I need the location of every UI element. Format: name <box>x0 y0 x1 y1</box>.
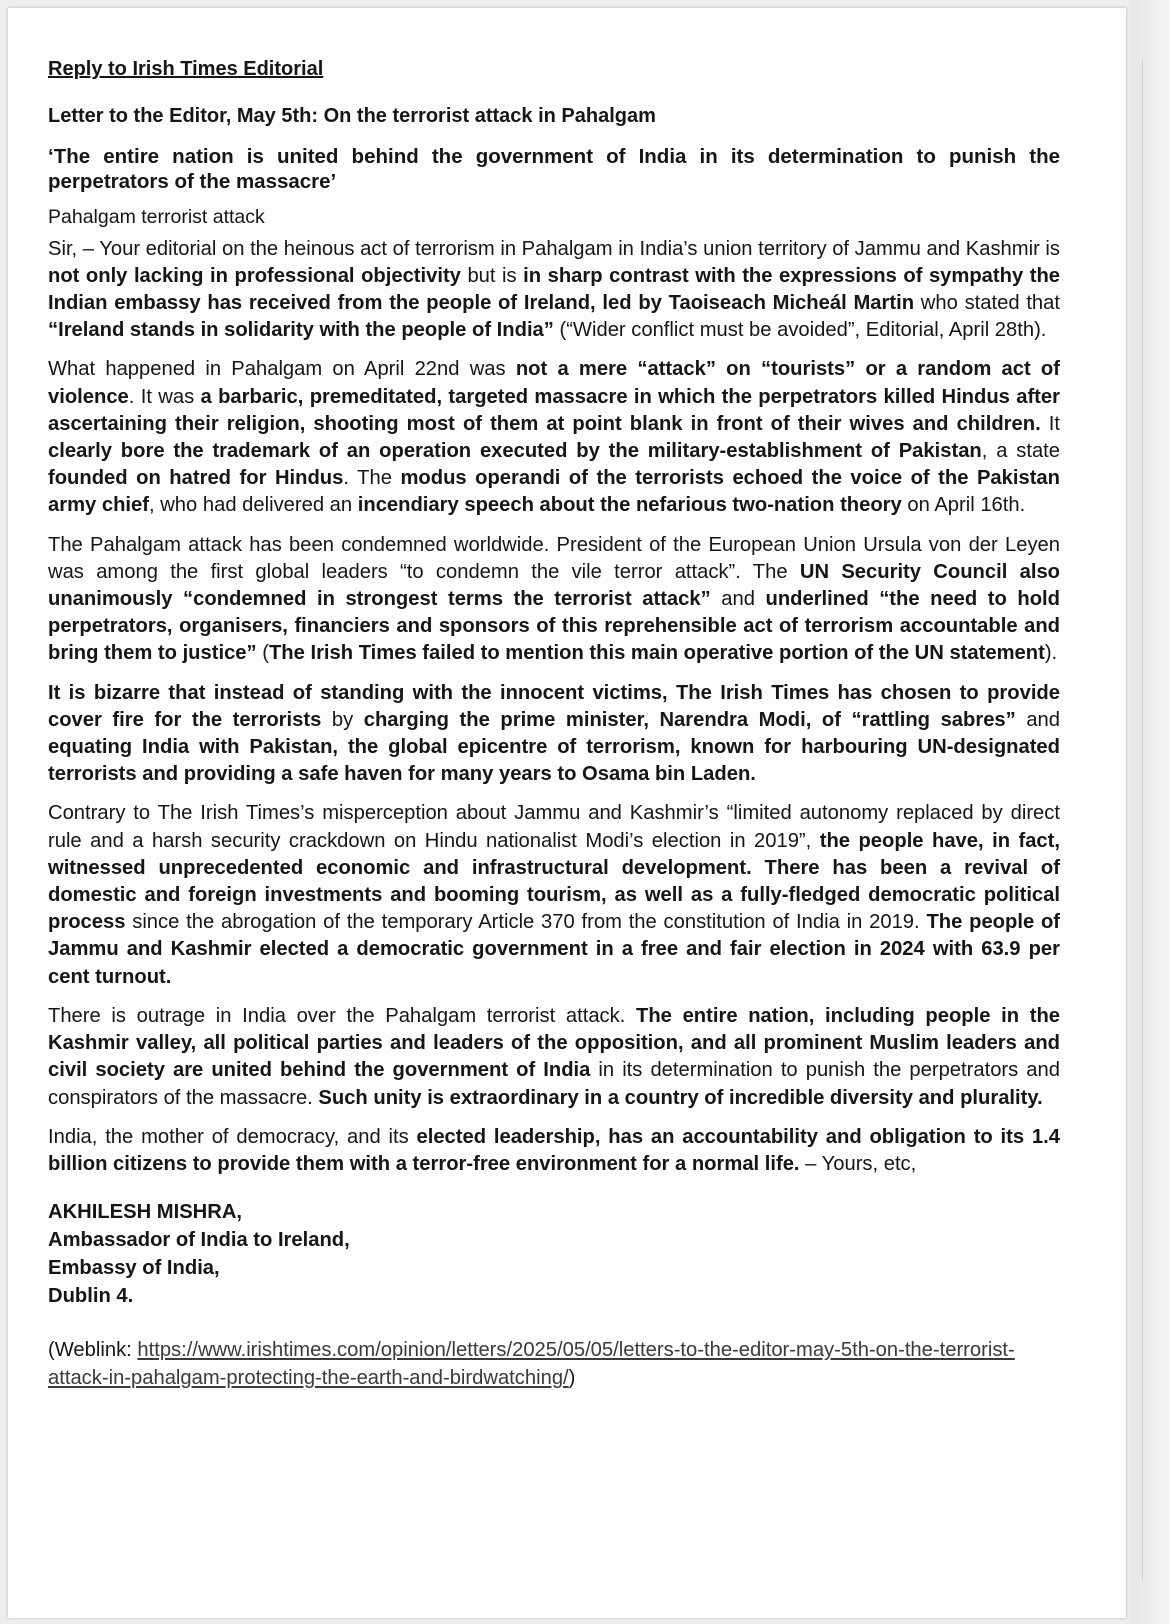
text-run: India, the mother of democracy, and its <box>48 1125 417 1148</box>
text-run: , who had delivered an <box>149 494 358 517</box>
text-run: . It was <box>128 385 201 408</box>
letter-standfirst: ‘The entire nation is united behind the government of India in its determination to punish the perpetrators of the massacre’ <box>48 145 1060 194</box>
paragraph-2 <box>48 356 1060 519</box>
bold-run: a barbaric, premeditated, targeted massacre in which the perpetrators killed Hindus after ascertaining their religion, shooting most of them at point blank in front of their wives and children. <box>48 385 1060 435</box>
text-run: in its determination to punish the perpetrators and conspirators of the massacre. <box>48 1059 1060 1109</box>
text-run: (“Wider conflict must be avoided”, Editorial, April 28th). <box>553 319 1047 342</box>
text-run: ( <box>256 642 269 665</box>
signature-block <box>48 1198 1060 1310</box>
text-run: – Yours, etc, <box>799 1152 917 1175</box>
letter-kicker: Reply to Irish Times Editorial <box>48 58 324 80</box>
bold-run: not only lacking in professional objectivity <box>48 264 461 287</box>
paragraph-4 <box>48 680 1060 789</box>
paragraph-1 <box>48 236 1060 345</box>
letter-headline: Letter to the Editor, May 5th: On the terrorist attack in Pahalgam <box>48 105 656 128</box>
text-run: Sir, – Your editorial on the heinous act of terrorism in Pahalgam in India’s union territory of Jammu and Kashmir is <box>48 237 1060 260</box>
signatory-name: AKHILESH MISHRA, <box>48 1201 243 1224</box>
signatory-city: Dublin 4. <box>48 1285 134 1308</box>
text-run: What happened in Pahalgam on April 22nd was <box>48 358 516 381</box>
paragraph-7 <box>48 1124 1060 1178</box>
bold-run: The Irish Times failed to mention this main operative portion of the UN statement <box>268 642 1045 665</box>
weblink-line <box>48 1336 1060 1392</box>
text-run: but is <box>460 264 524 287</box>
text-run: ). <box>1044 642 1058 665</box>
paragraph-3 <box>48 532 1060 668</box>
bold-run: incendiary speech about the nefarious two-nation theory <box>357 494 902 517</box>
weblink-url[interactable]: https://www.irishtimes.com/opinion/letters/2025/05/05/letters-to-the-editor-may-5th-on-the-terrorist-attack-in-pahalgam-protecting-the-earth-and-birdwatching/ <box>48 1339 1015 1390</box>
bold-run: “Ireland stands in solidarity with the people of India” <box>48 319 554 342</box>
text-run: There is outrage in India over the Pahalgam terrorist attack. <box>48 1004 637 1027</box>
text-run: and <box>1015 708 1060 731</box>
bold-run: Such unity is extraordinary in a country of incredible diversity and plurality. <box>318 1086 1043 1109</box>
signatory-organisation: Embassy of India, <box>48 1257 220 1280</box>
text-run: by <box>321 708 364 731</box>
text-run: . The <box>343 467 401 490</box>
bold-run: modus operandi of the terrorists echoed the voice of the Pakistan army chief <box>48 467 1060 517</box>
letter-content <box>48 56 1060 1392</box>
weblink-prefix: (Weblink: <box>48 1339 138 1362</box>
bold-run: the people have, in fact, witnessed unprecedented economic and infrastructural development. There has been a revival of domestic and foreign investments and booming tourism, as well as a fully-fledged democratic political process <box>48 829 1060 934</box>
bold-run: founded on hatred for Hindus <box>48 467 344 490</box>
bold-run: clearly bore the trademark of an operation executed by the military-establishment of Pakistan <box>48 440 982 463</box>
bold-run: equating India with Pakistan, the global epicentre of terrorism, known for harbouring UN-designated terrorists and providing a safe haven for many years to Osama bin Laden. <box>48 736 1060 786</box>
text-run: on April 16th. <box>901 494 1026 517</box>
scan-edge-line <box>1142 60 1143 1580</box>
text-run: Contrary to The Irish Times’s misperception about Jammu and Kashmir’s “limited autonomy replaced by direct rule and a harsh security crackdown on Hindu nationalist Modi’s election in 2019”, <box>48 802 1060 852</box>
letter-rubric: Pahalgam terrorist attack <box>48 206 265 229</box>
bold-run: in sharp contrast with the expressions of sympathy the Indian embassy has received from the people of Ireland, led by Taoiseach Micheál Martin <box>48 264 1061 315</box>
bold-run: charging the prime minister, Narendra Modi, of “rattling sabres” <box>363 708 1016 731</box>
text-run: who stated that <box>914 292 1060 315</box>
weblink-suffix: ) <box>568 1367 576 1390</box>
scan-page-edge <box>1130 0 1170 1624</box>
bold-run: The entire nation, including people in the Kashmir valley, all political parties and leaders of the opposition, and all prominent Muslim leaders and civil society are united behind the government of India <box>48 1004 1060 1082</box>
bold-run: underlined “the need to hold perpetrators, organisers, financiers and sponsors of this reprehensible act of terrorism accountable and bring them to justice” <box>48 588 1060 665</box>
bold-run: It is bizarre that instead of standing with the innocent victims, The Irish Times has chosen to provide cover fire for the terrorists <box>48 681 1060 731</box>
paragraph-6 <box>48 1003 1060 1112</box>
bold-run: not a mere “attack” on “tourists” or a random act of violence <box>48 358 1060 408</box>
text-run: and <box>710 588 766 611</box>
bold-run: elected leadership, has an accountability and obligation to its 1.4 billion citizens to provide them with a terror-free environment for a normal life. <box>48 1125 1060 1175</box>
paragraph-5 <box>48 800 1060 990</box>
bold-run: UN Security Council also unanimously “condemned in strongest terms the terrorist attack” <box>48 560 1061 611</box>
scanned-letter-page <box>8 8 1126 1618</box>
text-run: It <box>1040 412 1060 435</box>
text-run: since the abrogation of the temporary Article 370 from the constitution of India in 2019. <box>125 911 927 934</box>
text-run: , a state <box>981 440 1061 463</box>
text-run: The Pahalgam attack has been condemned worldwide. President of the European Union Ursula von der Leyen was among the first global leaders “to condemn the vile terror attack”. The <box>48 533 1060 583</box>
signatory-title: Ambassador of India to Ireland, <box>48 1229 350 1252</box>
bold-run: The people of Jammu and Kashmir elected a democratic government in a free and fair election in 2024 with 63.9 per cent turnout. <box>48 911 1061 988</box>
